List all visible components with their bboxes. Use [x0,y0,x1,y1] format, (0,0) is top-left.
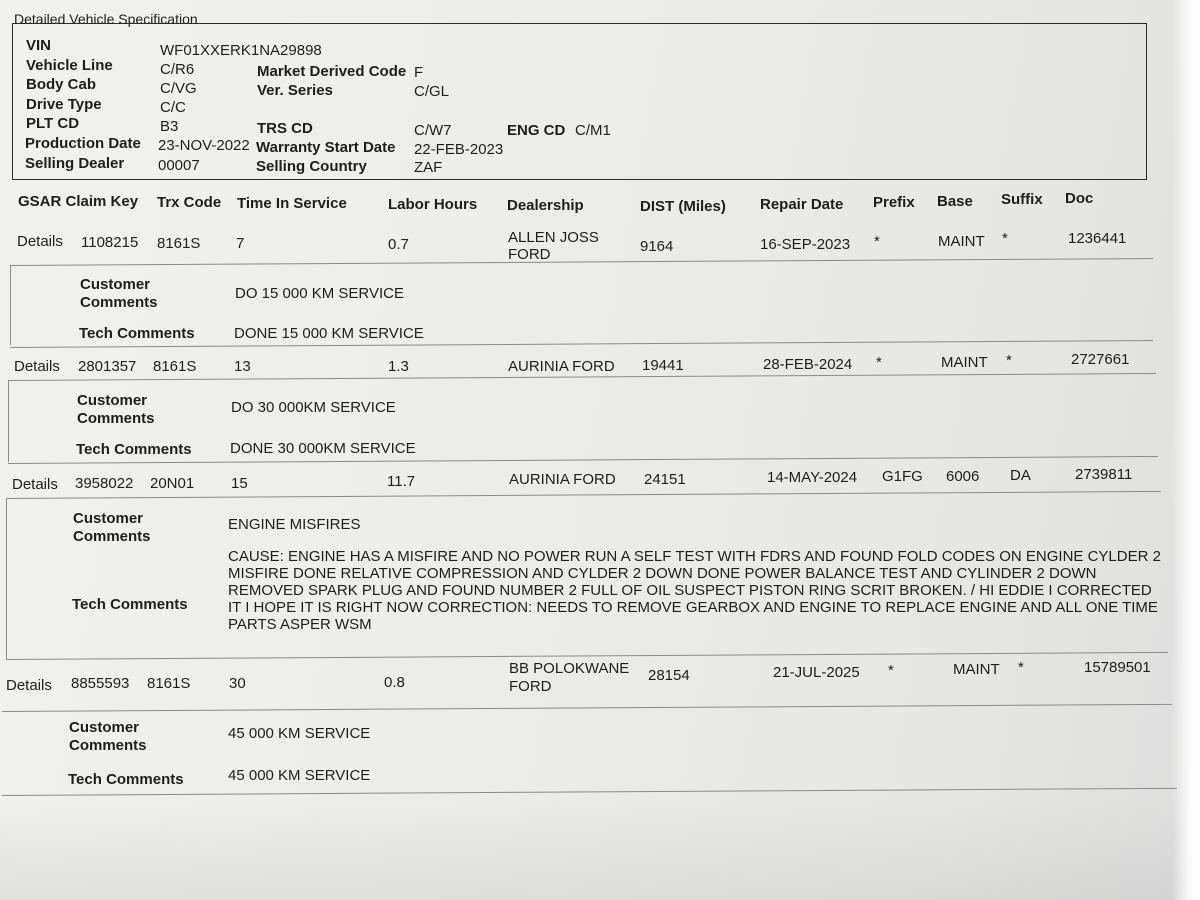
details-label: Details [17,233,63,250]
labor-hours: 1.3 [388,358,409,375]
trx-code: 20N01 [150,475,195,492]
selling-country-label: Selling Country [256,158,367,175]
col-header-prefix: Prefix [873,194,915,211]
vehicle-line-label: Vehicle Line [26,57,113,74]
vin-value: WF01XXERK1NA29898 [160,42,322,59]
body-cab-label: Body Cab [26,76,97,93]
body-cab-value: C/VG [160,80,197,97]
claim-key: 2801357 [78,358,137,375]
doc-number: 15789501 [1084,659,1151,676]
repair-date: 21-JUL-2025 [773,664,860,681]
ver-series-value: C/GL [414,83,450,100]
dealership-line1: BB POLOKWANE [509,660,630,677]
comments-box-edge [10,265,11,345]
customer-comments-label-2: Comments [69,737,147,754]
trx-code: 8161S [157,235,201,252]
dealership-line1: ALLEN JOSS [508,229,599,246]
col-header-trx-code: Trx Code [157,194,222,211]
trs-cd-label: TRS CD [257,120,313,137]
section-title: Detailed Vehicle Specification [14,11,198,27]
claim-key: 8855593 [71,675,130,692]
dist-miles: 9164 [640,238,674,255]
tech-comments-label: Tech Comments [79,325,195,342]
dealership-line2: FORD [509,678,552,695]
tech-comments-text: CAUSE: ENGINE HAS A MISFIRE AND NO POWER RUN A SELF TEST WITH FDRS AND FOUND FOLD CODES ON ENGINE CYLDER 2 MISFIRE DONE RELATIVE COMPRESSION AND CYLDER 2 DOWN DONE POWER BALANCE TEST AND CYLINDER 2 DOWN REMOVED SPARK PLUG AND FOUND NUMBER 2 FULL OF OIL SUSPECT PISTON RING SCRIT BROKEN. / HI EDDIE I CORRECTED IT I HOPE IT IS RIGHT NOW CORRECTION: NEEDS TO REMOVE GEARBOX AND ENGINE TO REPLACE ENGINE AND ALL ONE TIME PARTS ASPER WSM [228,548,1161,633]
trx-code: 8161S [153,358,197,375]
plt-cd-value: B3 [160,118,179,135]
vehicle-line-value: C/R6 [160,61,195,78]
warranty-start-value: 22-FEB-2023 [414,141,504,158]
base: MAINT [953,661,1000,678]
dealership-line1: AURINIA FORD [509,471,616,488]
comments-box-edge [6,498,7,660]
customer-comments-label: Customer [80,276,151,293]
customer-comments-label: Customer [77,392,148,409]
drive-type-label: Drive Type [26,96,102,113]
suffix: * [1002,230,1008,247]
tech-comments-text: 45 000 KM SERVICE [228,767,371,784]
details-label: Details [14,358,60,375]
customer-comments-label-2: Comments [73,528,151,545]
col-header-dealership: Dealership [507,197,584,214]
labor-hours: 0.7 [388,236,409,253]
prefix: * [874,233,880,250]
prefix: * [888,662,894,679]
col-header-suffix: Suffix [1001,191,1043,208]
col-header-claim-key: GSAR Claim Key [18,193,139,210]
dealership-line1: AURINIA FORD [508,358,615,375]
base: MAINT [938,233,985,250]
comments-box-edge [8,380,9,462]
eng-cd-label: ENG CD [507,122,566,139]
selling-dealer-value: 00007 [158,157,200,174]
production-date-value: 23-NOV-2022 [158,137,250,154]
dealership-line2: FORD [508,246,551,263]
dist-miles: 24151 [644,471,686,488]
market-derived-code-label: Market Derived Code [257,63,407,80]
suffix: * [1018,659,1024,676]
warranty-start-label: Warranty Start Date [256,139,396,156]
plt-cd-label: PLT CD [26,115,80,132]
production-date-label: Production Date [25,135,141,152]
col-header-doc: Doc [1065,190,1094,207]
selling-country-value: ZAF [414,159,443,176]
labor-hours: 11.7 [387,473,416,490]
dist-miles: 28154 [648,667,690,684]
paper-edge [1172,0,1200,900]
claim-key: 1108215 [81,234,139,251]
col-header-repair-date: Repair Date [760,196,844,213]
tech-comments-label: Tech Comments [68,771,184,788]
repair-date: 28-FEB-2024 [763,356,853,373]
ver-series-label: Ver. Series [257,82,333,99]
time-in-service: 15 [231,475,248,492]
customer-comments-text: ENGINE MISFIRES [228,516,361,533]
suffix: * [1006,352,1012,369]
suffix: DA [1010,467,1031,484]
time-in-service: 7 [236,235,245,252]
customer-comments-text: DO 30 000KM SERVICE [231,399,396,416]
tech-comments-label: Tech Comments [72,596,188,613]
selling-dealer-label: Selling Dealer [25,155,125,172]
drive-type-value: C/C [160,99,186,116]
details-label: Details [6,677,52,694]
customer-comments-text: DO 15 000 KM SERVICE [235,285,404,302]
customer-comments-text: 45 000 KM SERVICE [228,725,371,742]
col-header-dist: DIST (Miles) [640,198,726,215]
trs-cd-value: C/W7 [414,122,452,139]
customer-comments-label-2: Comments [80,294,158,311]
prefix: * [876,354,882,371]
customer-comments-label: Customer [73,510,144,527]
market-derived-code-value: F [414,64,424,81]
labor-hours: 0.8 [384,674,405,691]
trx-code: 8161S [147,675,191,692]
base: 6006 [946,468,980,485]
vin-label: VIN [26,37,52,54]
dist-miles: 19441 [642,357,684,374]
repair-date: 14-MAY-2024 [767,469,858,486]
doc-number: 2739811 [1075,466,1133,483]
col-header-time-in-service: Time In Service [237,195,347,212]
doc-number: 2727661 [1071,351,1130,368]
details-label: Details [12,476,58,493]
tech-comments-text: DONE 15 000 KM SERVICE [234,325,424,342]
time-in-service: 30 [229,675,246,692]
col-header-base: Base [937,193,973,210]
paper-shadow [0,800,1200,900]
repair-date: 16-SEP-2023 [760,236,851,253]
prefix: G1FG [882,468,923,485]
col-header-labor-hours: Labor Hours [388,196,478,213]
claim-key: 3958022 [75,475,134,492]
eng-cd-value: C/M1 [575,122,611,139]
tech-comments-text: DONE 30 000KM SERVICE [230,440,416,457]
time-in-service: 13 [234,358,251,375]
customer-comments-label: Customer [69,719,140,736]
customer-comments-label-2: Comments [77,410,155,427]
tech-comments-label: Tech Comments [76,441,192,458]
doc-number: 1236441 [1068,230,1127,247]
base: MAINT [941,354,988,371]
